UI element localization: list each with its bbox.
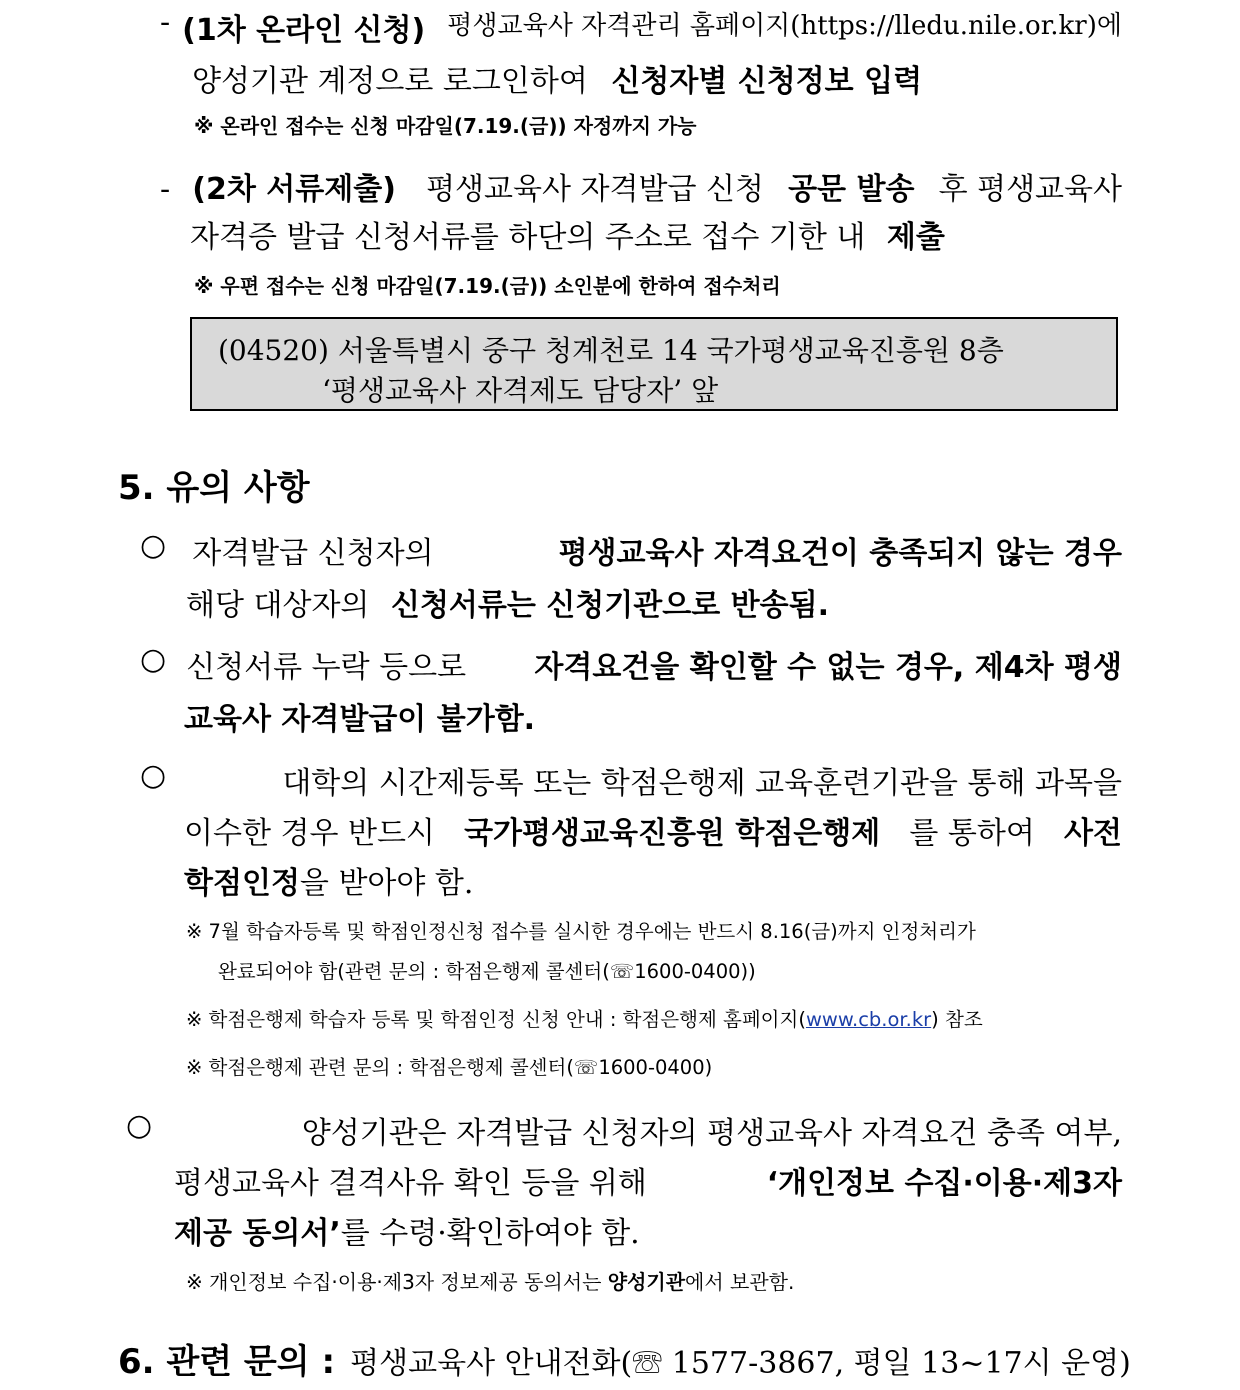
notice-3-text-c: 국가평생교육진흥원 학점은행제 <box>464 816 881 851</box>
docs-label: (2차 서류제출) <box>192 172 396 207</box>
docs-text-a: 평생교육사 자격발급 신청 <box>426 172 764 207</box>
notice-3-text-g: 을 받아야 함. <box>299 866 474 901</box>
notice-item-3-line3 <box>184 858 473 902</box>
dash-marker: - <box>160 5 171 40</box>
notice-1-text-a: 자격발급 신청자의 <box>192 536 434 571</box>
privacy-note-b: 양성기관 <box>607 1270 686 1294</box>
docs-text2-bold: 제출 <box>886 220 945 255</box>
notice-item-1-line2 <box>186 580 829 624</box>
online-text: 평생교육사 자격관리 홈페이지(https://lledu.nile.or.kr)에 <box>447 11 1122 41</box>
notice-4-text-c: ‘개인정보 수집·이용·제3자 <box>766 1166 1122 1201</box>
section6-line <box>118 1334 1131 1383</box>
credit-bank-link[interactable]: www.cb.or.kr <box>805 1008 932 1031</box>
notice-4-text-b: 평생교육사 결격사유 확인 등을 위해 <box>174 1166 647 1201</box>
online-text-plain: 양성기관 계정으로 로그인하여 <box>192 64 588 99</box>
online-item-line1 <box>160 5 1122 49</box>
docs-text2-plain: 자격증 발급 신청서류를 하단의 주소로 접수 기한 내 <box>190 220 866 255</box>
bullet-marker: ○ <box>140 528 167 563</box>
notice-2-text-a: 신청서류 누락 등으로 <box>186 650 467 685</box>
dash-marker: - <box>160 172 171 207</box>
docs-text-bold: 공문 발송 <box>788 172 915 207</box>
docs-note: ※ 우편 접수는 신청 마감일(7.19.(금)) 소인분에 한하여 접수처리 <box>194 274 781 298</box>
privacy-note-c: 에서 보관함. <box>685 1270 795 1294</box>
notice-3-text-e: 사전 <box>1064 816 1122 851</box>
bullet-marker: ○ <box>140 642 167 677</box>
credit-note-2-end: ) 참조 <box>931 1008 983 1031</box>
notice-3-text-d: 를 통하여 <box>909 816 1035 851</box>
docs-item-line1 <box>160 164 1122 208</box>
privacy-note <box>186 1266 794 1295</box>
notice-2-text-c: 교육사 자격발급이 불가함. <box>184 702 536 737</box>
notice-item-4-line3 <box>174 1208 640 1252</box>
address-box <box>190 317 1118 411</box>
address-line1: (04520) 서울특별시 중구 청계천로 14 국가평생교육진흥원 8층 <box>218 334 1004 367</box>
notice-4-text-a: 양성기관은 자격발급 신청자의 평생교육사 자격요건 충족 여부, <box>301 1116 1122 1151</box>
bullet-marker: ○ <box>140 758 167 793</box>
online-label: (1차 온라인 신청) <box>182 13 426 48</box>
notice-item-3-line2 <box>184 808 1122 852</box>
address-line2: ‘평생교육사 자격제도 담당자’ 앞 <box>322 374 719 407</box>
credit-note-2-text: ※ 학점은행제 학습자 등록 및 학점인정 신청 안내 : 학점은행제 홈페이지( <box>186 1008 806 1031</box>
notice-1-text-d: 신청서류는 신청기관으로 반송됨. <box>390 588 829 623</box>
section6-title: 6. 관련 문의 : <box>118 1342 336 1382</box>
docs-item-line2 <box>190 212 945 256</box>
privacy-note-a: ※ 개인정보 수집·이용·제3자 정보제공 동의서는 <box>186 1270 602 1294</box>
section5-title: 5. 유의 사항 <box>118 468 310 508</box>
notice-3-text-f: 학점인정 <box>184 866 300 901</box>
notice-4-text-e: 를 수령·확인하여야 함. <box>340 1216 640 1251</box>
notice-2-text-b: 자격요건을 확인할 수 없는 경우, 제4차 평생 <box>534 650 1122 685</box>
notice-item-4-line2 <box>174 1158 1122 1202</box>
section6-text: 평생교육사 안내전화(☏ 1577-3867, 평일 13~17시 운영) <box>350 1346 1131 1381</box>
notice-3-text-b: 이수한 경우 반드시 <box>184 816 435 851</box>
notice-1-text-c: 해당 대상자의 <box>186 588 370 623</box>
credit-note-3: ※ 학점은행제 관련 문의 : 학점은행제 콜센터(☏1600-0400) <box>186 1056 713 1079</box>
online-note: ※ 온라인 접수는 신청 마감일(7.19.(금)) 자정까지 가능 <box>194 114 697 138</box>
bullet-marker: ○ <box>126 1108 153 1143</box>
credit-note-1-line1: ※ 7월 학습자등록 및 학점인정신청 접수를 실시한 경우에는 반드시 8.16(금)까지 인정처리가 <box>186 920 976 943</box>
notice-4-text-d: 제공 동의서’ <box>174 1216 341 1251</box>
notice-item-4-line1 <box>126 1108 1122 1152</box>
docs-text-c: 후 평생교육사 <box>938 172 1122 207</box>
online-text-bold: 신청자별 신청정보 입력 <box>611 64 923 99</box>
credit-note-1-line2: 완료되어야 함(관련 문의 : 학점은행제 콜센터(☏1600-0400)) <box>218 960 756 983</box>
notice-item-1-line1 <box>140 528 1122 572</box>
notice-item-3-line1 <box>140 758 1122 802</box>
notice-3-text-a: 대학의 시간제등록 또는 학점은행제 교육훈련기관을 통해 과목을 <box>282 766 1122 801</box>
notice-1-text-b: 평생교육사 자격요건이 충족되지 않는 경우 <box>558 536 1122 571</box>
notice-item-2-line1 <box>140 642 1122 686</box>
credit-note-2 <box>186 1004 983 1032</box>
online-item-line2 <box>192 56 922 100</box>
